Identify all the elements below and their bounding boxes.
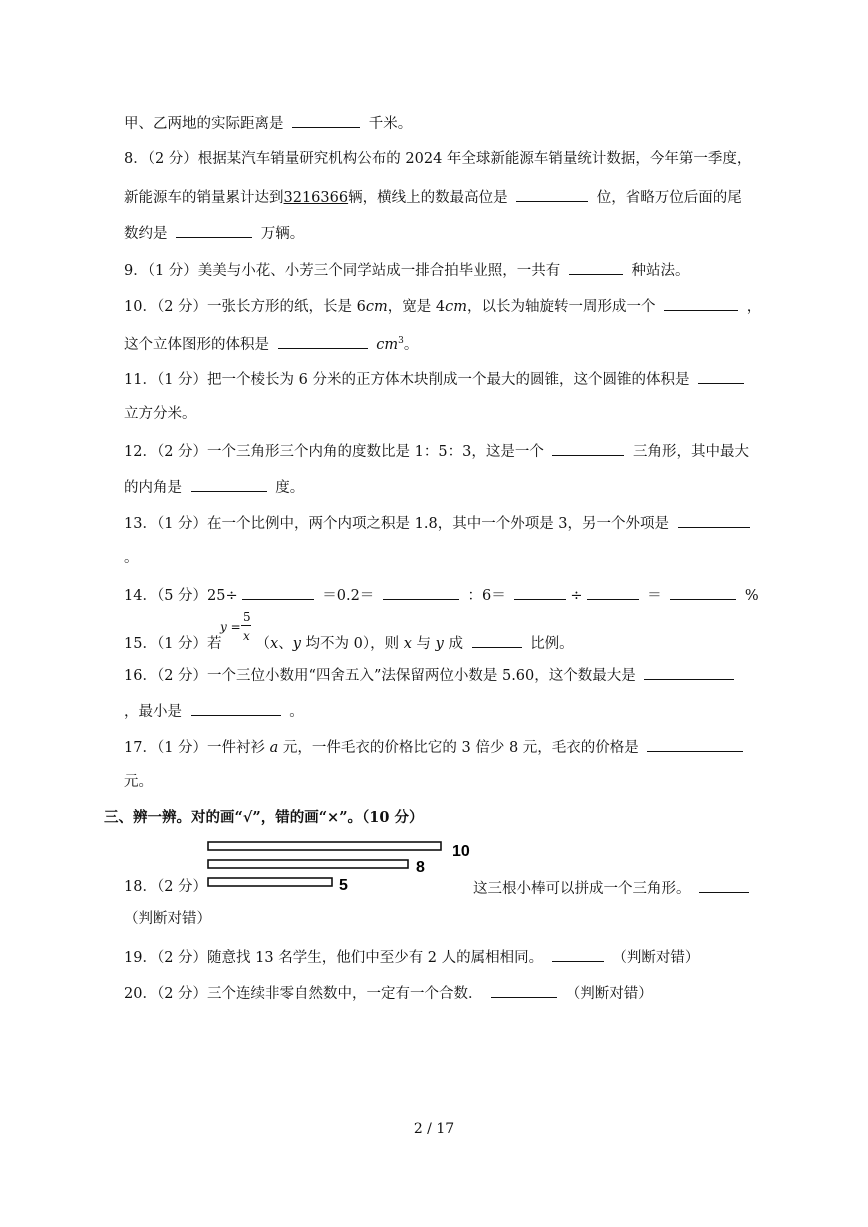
answer-blank[interactable]	[191, 476, 267, 492]
text: 种站法。	[631, 263, 690, 279]
question-19	[124, 946, 699, 968]
question-13-line-1	[124, 512, 754, 534]
text: 甲、乙两地的实际距离是	[124, 116, 284, 132]
text: 均不为 0），则	[300, 636, 404, 652]
underlined-number: 3216366	[283, 190, 349, 206]
text: 千米。	[368, 116, 413, 132]
text: 元。	[124, 774, 153, 790]
answer-blank[interactable]	[191, 700, 281, 716]
text: ，以长为轴旋转一周形成一个	[466, 299, 656, 315]
text: 成	[443, 636, 463, 652]
answer-blank[interactable]	[383, 584, 459, 600]
text: ，最小是	[124, 704, 182, 720]
text: 12．（2 分）一个三角形三个内角的度数比是 1：5：3，这是一个	[124, 444, 544, 460]
text: 10．（2 分）一张长方形的纸，长是 6	[124, 299, 366, 315]
section-3-heading: 三、辨一辨。对的画“√”，错的画“×”。（10 分）	[104, 809, 424, 826]
answer-blank[interactable]	[242, 584, 314, 600]
question-12-line-2	[124, 476, 304, 498]
answer-blank[interactable]	[552, 946, 604, 962]
text: 立方分米。	[124, 406, 197, 422]
fraction-bar	[241, 625, 251, 626]
answer-blank[interactable]	[514, 584, 566, 600]
stick-5	[208, 878, 332, 886]
text: 9．（1 分）美美与小花、小芳三个同学站成一排合拍毕业照，一共有	[124, 263, 561, 279]
page-number: 2 / 17	[413, 1121, 455, 1137]
answer-blank[interactable]	[278, 333, 368, 349]
question-14	[124, 584, 759, 606]
answer-blank[interactable]	[472, 632, 522, 648]
text: 与	[411, 636, 436, 652]
text: 万辆。	[260, 226, 305, 242]
answer-blank[interactable]	[664, 295, 738, 311]
text: 16．（2 分）一个三位小数用“四舍五入”法保留两位小数是 5.60，这个数最大是	[124, 668, 636, 684]
fraction-denominator: x	[243, 629, 250, 643]
text: 、	[278, 636, 293, 652]
answer-blank[interactable]	[644, 664, 734, 680]
question-8-line-2	[124, 186, 742, 208]
question-10-line-2	[124, 331, 418, 355]
unit: cm	[445, 299, 467, 315]
text: 的内角是	[124, 480, 182, 496]
text: 比例。	[530, 636, 574, 652]
text: 元，一件毛衣的价格比它的 3 倍少 8 元，毛衣的价格是	[278, 740, 639, 756]
text: 度。	[275, 480, 305, 496]
stick-8	[208, 860, 408, 868]
question-8-line-3	[124, 222, 304, 244]
answer-blank[interactable]	[647, 736, 743, 752]
question-9	[124, 259, 690, 281]
text: 13．（1 分）在一个比例中，两个内项之积是 1.8，其中一个外项是 3，另一个外项是	[124, 516, 670, 532]
stick-5-label: 5	[339, 877, 348, 894]
text: 。	[289, 704, 304, 720]
stick-8-label: 8	[416, 859, 425, 876]
fraction-y-equals: y =	[220, 620, 241, 634]
unit: cm	[376, 336, 399, 353]
answer-blank[interactable]	[552, 440, 624, 456]
question-17-line-1	[124, 736, 747, 758]
question-11-line-1	[124, 368, 748, 390]
question-16-line-1	[124, 664, 738, 686]
text: 位，省略万位后面的尾	[596, 190, 742, 206]
fraction-numerator: 5	[243, 610, 251, 624]
question-12-line-1	[124, 440, 749, 462]
var-y: y	[292, 636, 301, 652]
question-18-judge	[124, 909, 211, 929]
text: 18．（2 分）	[124, 879, 208, 895]
answer-blank[interactable]	[292, 112, 360, 128]
question-8-line-1	[124, 149, 751, 169]
answer-blank[interactable]	[698, 368, 744, 384]
var-x: x	[270, 636, 279, 652]
text: （判断对错）	[612, 950, 700, 966]
text: 20．（2 分）三个连续非零自然数中，一定有一个合数．	[124, 986, 483, 1002]
text: 这个立体图形的体积是	[124, 336, 269, 353]
question-15	[124, 632, 574, 654]
text: ÷	[570, 588, 583, 604]
text: ，	[746, 299, 762, 315]
text: （判断对错）	[565, 986, 653, 1002]
text: 15．（1 分）若	[124, 636, 222, 652]
question-18-statement	[473, 877, 753, 899]
text: ＝0.2＝	[322, 588, 375, 604]
var-x: x	[403, 636, 412, 652]
text: 。	[124, 550, 139, 566]
answer-blank[interactable]	[699, 877, 749, 893]
answer-blank[interactable]	[678, 512, 750, 528]
question-10-line-1	[124, 295, 761, 317]
text: %	[744, 588, 759, 604]
text: ＝	[647, 588, 662, 604]
text: 辆，横线上的数最高位是	[348, 190, 508, 206]
var-y: y	[435, 636, 444, 652]
answer-blank[interactable]	[176, 222, 252, 238]
text: 数约是	[124, 226, 168, 242]
text: 17．（1 分）一件衬衫	[124, 740, 270, 756]
text: 三角形，其中最大	[633, 444, 750, 460]
unit: cm	[365, 299, 388, 315]
question-17-line-2	[124, 772, 153, 792]
text: ，宽是 4	[387, 299, 446, 315]
answer-blank[interactable]	[491, 982, 557, 998]
sticks-figure	[200, 838, 490, 898]
text: 11．（1 分）把一个棱长为 6 分米的正方体木块削成一个最大的圆锥，这个圆锥的体积是	[124, 372, 690, 388]
text: 。	[403, 336, 419, 353]
answer-blank[interactable]	[587, 584, 639, 600]
answer-blank[interactable]	[516, 186, 588, 202]
question-20	[124, 982, 653, 1004]
stick-10	[208, 842, 441, 850]
answer-blank[interactable]	[670, 584, 736, 600]
text: 8．（2 分）根据某汽车销量研究机构公布的 2024 年全球新能源车销量统计数据，今年第一季度，	[124, 151, 752, 167]
question-18-number	[124, 877, 207, 897]
stick-10-label: 10	[452, 843, 470, 860]
var-a: a	[269, 740, 279, 756]
text: ：6＝	[467, 588, 506, 604]
text: （	[255, 636, 271, 652]
question-11-line-2	[124, 404, 197, 424]
text: 这三根小棒可以拼成一个三角形。	[473, 881, 691, 897]
text: 19．（2 分）随意找 13 名学生，他们中至少有 2 人的属相相同。	[124, 950, 544, 966]
text: 新能源车的销量累计达到	[124, 190, 284, 206]
superscript: 3	[398, 336, 404, 346]
text: （判断对错）	[124, 911, 211, 927]
answer-blank[interactable]	[569, 259, 623, 275]
question-16-line-2	[124, 700, 304, 722]
question-7-continuation	[124, 112, 412, 134]
text: 14．（5 分）25÷	[124, 588, 238, 604]
question-13-line-2	[124, 548, 139, 568]
